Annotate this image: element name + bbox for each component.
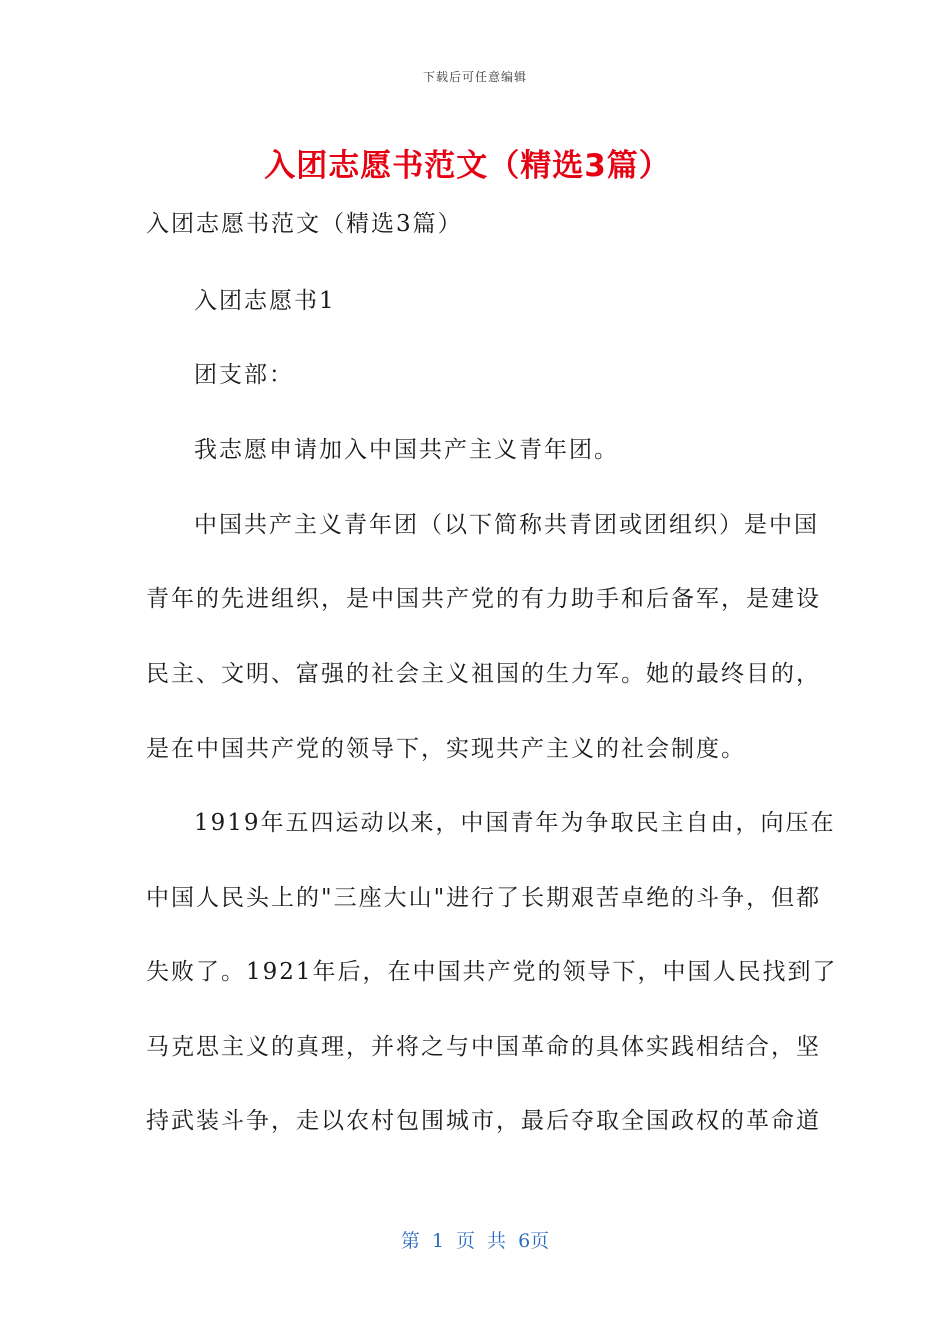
page-footer: 第 1 页 共 6页: [400, 1230, 550, 1252]
page-title: 入团志愿书范文（精选3篇）: [264, 148, 671, 184]
body-line: 青年的先进组织，是中国共产党的有力助手和后备军，是建设: [146, 586, 821, 612]
body-line: 民主、文明、富强的社会主义祖国的生力军。她的最终目的，: [146, 661, 821, 687]
body-line: 失败了。1921年后，在中国共产党的领导下，中国人民找到了: [146, 959, 838, 985]
section-heading: 入团志愿书1: [194, 288, 336, 314]
body-line: 马克思主义的真理，并将之与中国革命的具体实践相结合，坚: [146, 1034, 821, 1060]
body-line: 是在中国共产党的领导下，实现共产主义的社会制度。: [146, 736, 746, 762]
subtitle-line: 入团志愿书范文（精选3篇）: [146, 211, 463, 237]
body-line: 中国共产主义青年团（以下简称共青团或团组织）是中国: [194, 512, 819, 538]
body-line: 中国人民头上的"三座大山"进行了长期艰苦卓绝的斗争，但都: [146, 885, 822, 911]
body-line: 我志愿申请加入中国共产主义青年团。: [194, 437, 619, 463]
header-note: 下载后可任意编辑: [422, 70, 527, 84]
body-line: 持武装斗争，走以农村包围城市，最后夺取全国政权的革命道: [146, 1108, 821, 1134]
body-line: 1919年五四运动以来，中国青年为争取民主自由，向压在: [194, 810, 836, 836]
salutation: 团支部：: [194, 362, 294, 388]
